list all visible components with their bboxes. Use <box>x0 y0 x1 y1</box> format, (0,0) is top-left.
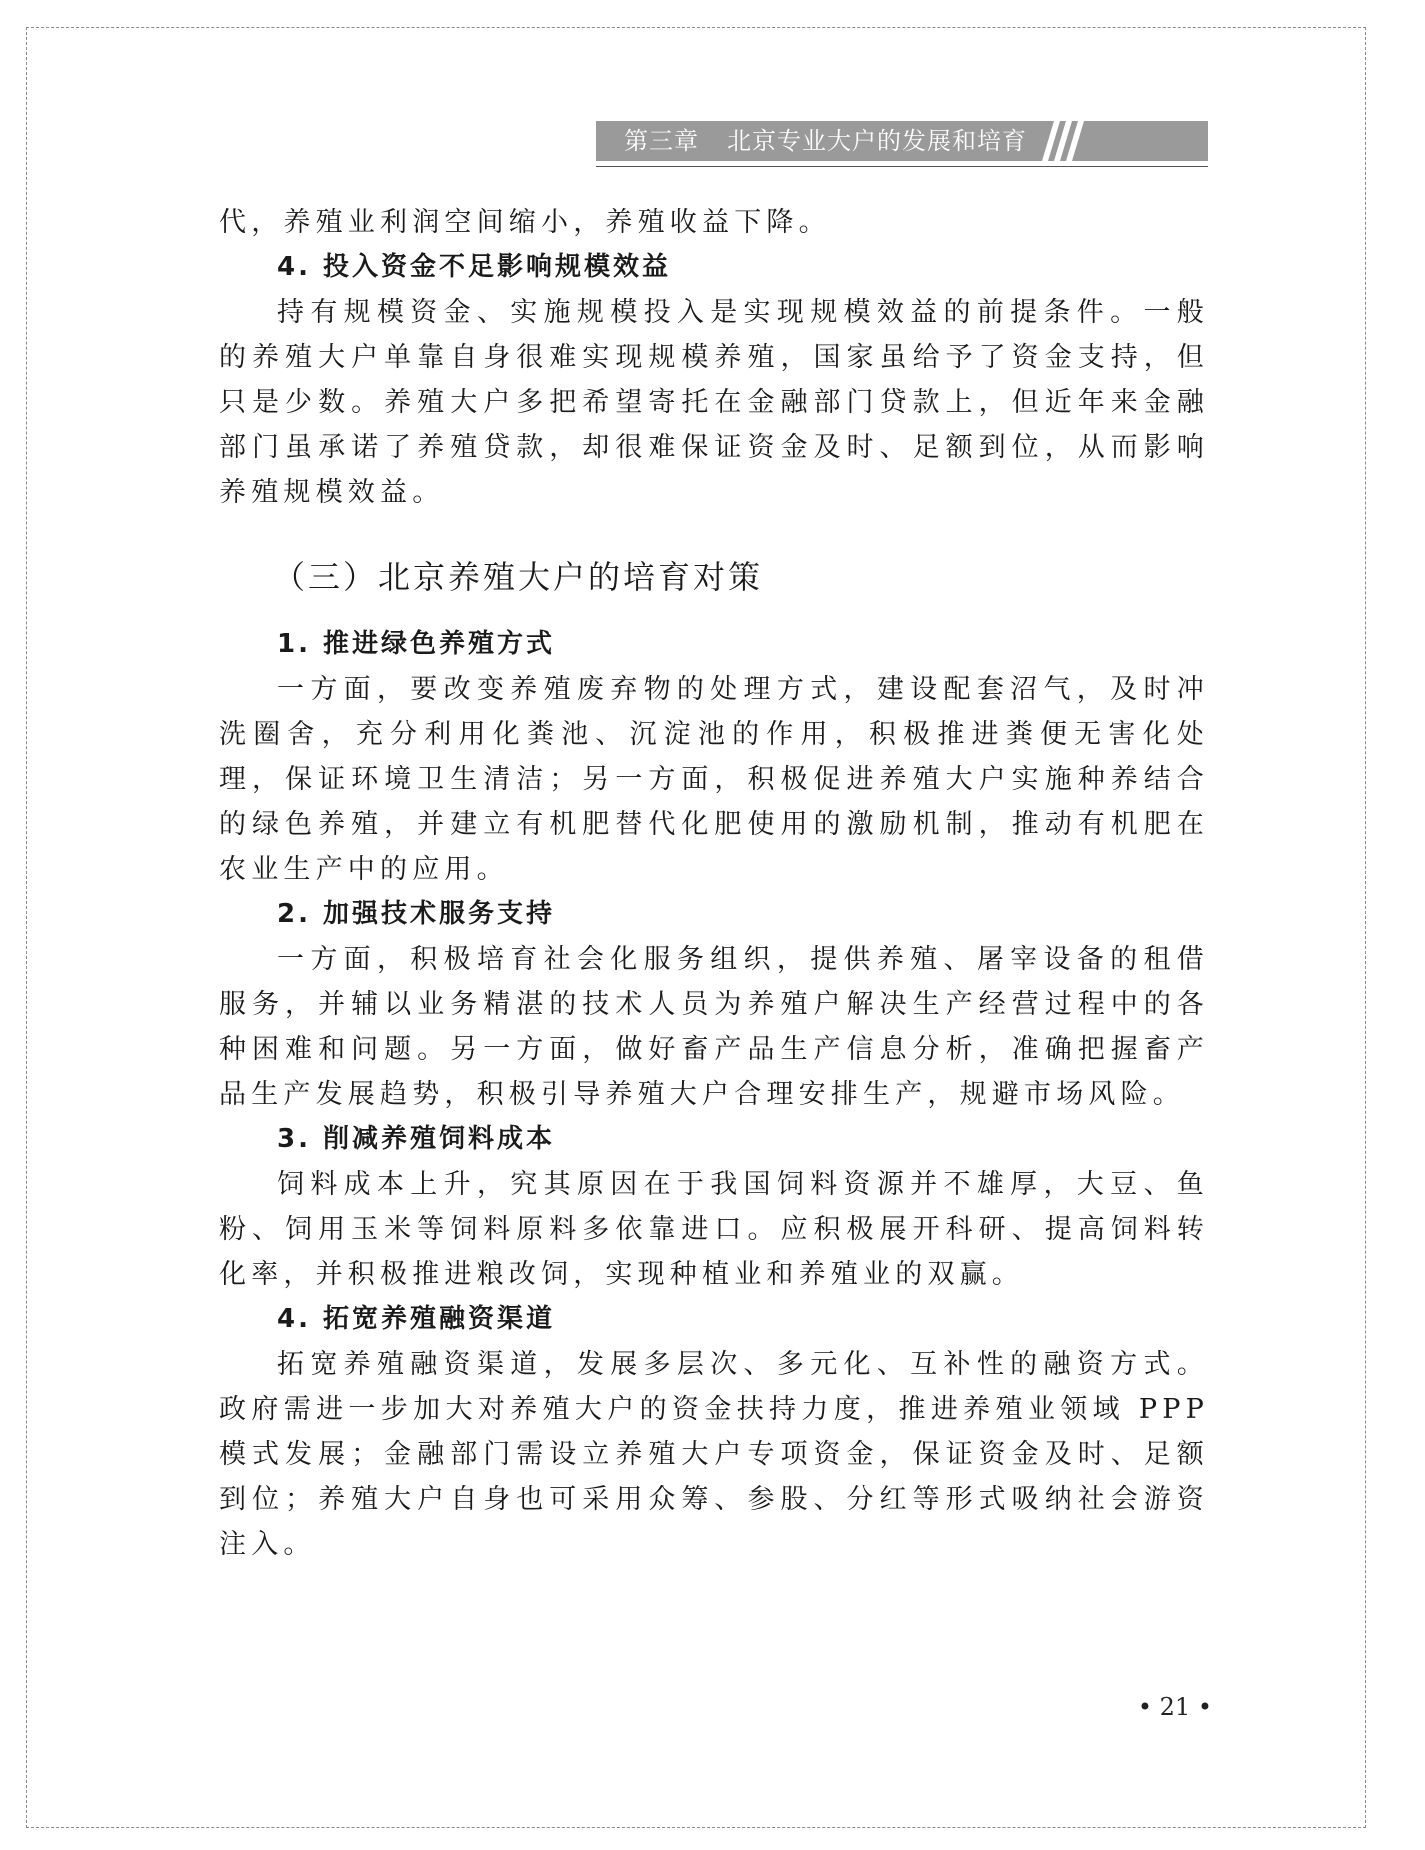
header-chapter: 第三章 <box>624 127 699 155</box>
subheading-feed-cost: 3. 削减养殖饲料成本 <box>277 1124 556 1154</box>
page-content <box>219 200 1209 1567</box>
paragraph-tech-support: 一方面，积极培育社会化服务组织，提供养殖、屠宰设备的租借服务，并辅以业务精湛的技术人员为养殖户解决生产经营过程中的各种困难和问题。另一方面，做好畜产品生产信息分析，准确把握畜产品生产发展趋势，积极引导养殖大户合理安排生产，规避市场风险。 <box>219 944 1209 1110</box>
subheading-tech-support: 2. 加强技术服务支持 <box>277 899 556 929</box>
header-slash-ornament <box>1030 121 1090 161</box>
paragraph-continued: 代，养殖业利润空间缩小，养殖收益下降。 <box>219 207 831 238</box>
page-number: • 21 • <box>1137 1693 1212 1721</box>
paragraph-investment: 持有规模资金、实施规模投入是实现规模效益的前提条件。一般的养殖大户单靠自身很难实现规模养殖，国家虽给予了资金支持，但只是少数。养殖大户多把希望寄托在金融部门贷款上，但近年来金融部门虽承诺了养殖贷款，却很难保证资金及时、足额到位，从而影响养殖规模效益。 <box>219 297 1209 508</box>
subheading-investment: 4. 投入资金不足影响规模效益 <box>277 252 672 282</box>
subheading-green-farming: 1. 推进绿色养殖方式 <box>277 629 556 659</box>
paragraph-financing: 拓宽养殖融资渠道，发展多层次、多元化、互补性的融资方式。政府需进一步加大对养殖大户的资金扶持力度，推进养殖业领域 PPP 模式发展；金融部门需设立养殖大户专项资金，保证资金及时、足额到位；养殖大户自身也可采用众筹、参股、分红等形式吸纳社会游资注入。 <box>219 1349 1209 1560</box>
header-rule <box>596 166 1208 167</box>
paragraph-feed-cost: 饲料成本上升，究其原因在于我国饲料资源并不雄厚，大豆、鱼粉、饲用玉米等饲料原料多依靠进口。应积极展开科研、提高饲料转化率，并积极推进粮改饲，实现种植业和养殖业的双赢。 <box>219 1169 1209 1290</box>
paragraph-green-farming: 一方面，要改变养殖废弃物的处理方式，建设配套沼气，及时冲洗圈舍，充分利用化粪池、沉淀池的作用，积极推进粪便无害化处理，保证环境卫生清洁；另一方面，积极促进养殖大户实施种养结合的绿色养殖，并建立有机肥替代化肥使用的激励机制，推动有机肥在农业生产中的应用。 <box>219 674 1209 885</box>
running-header <box>596 121 1208 161</box>
section-heading: （三）北京养殖大户的培育对策 <box>273 558 764 596</box>
header-title: 北京专业大户的发展和培育 <box>727 127 1027 155</box>
subheading-financing: 4. 拓宽养殖融资渠道 <box>277 1304 556 1334</box>
